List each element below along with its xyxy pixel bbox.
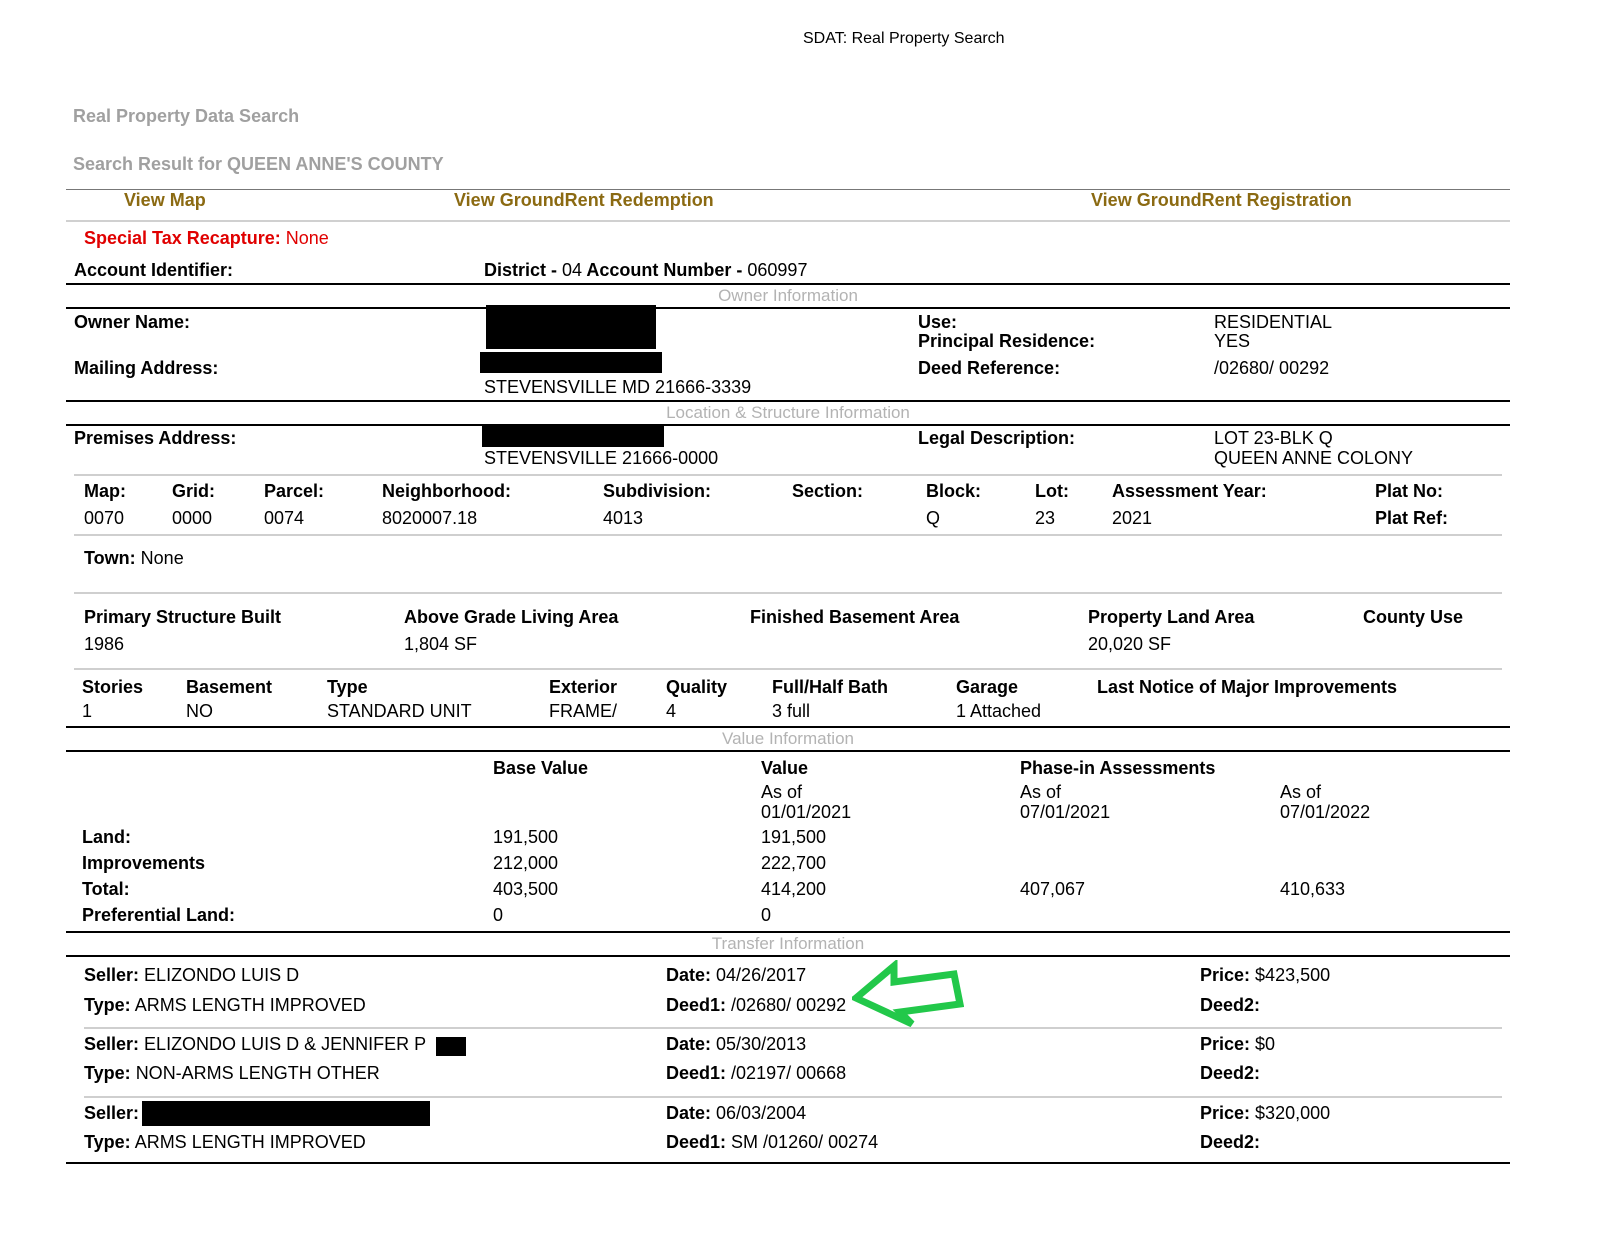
deed-reference-label: Deed Reference: [918, 358, 1061, 378]
type-value: STANDARD UNIT [327, 701, 472, 721]
premises-address-label: Premises Address: [74, 428, 237, 448]
deed1-value: SM /01260/ 00274 [731, 1132, 879, 1152]
principal-residence-value: YES [1214, 331, 1251, 351]
account-identifier-label: Account Identifier: [74, 260, 234, 280]
primary-structure-built-value: 1986 [84, 634, 125, 654]
improvements-base-value: 212,000 [493, 853, 559, 873]
seller-label: Seller: [84, 965, 140, 985]
neighborhood-label: Neighborhood: [382, 481, 511, 501]
grid-label: Grid: [172, 481, 215, 501]
price-value: $320,000 [1255, 1103, 1331, 1123]
deed1-label: Deed1: [666, 1063, 727, 1083]
land-value: 191,500 [761, 827, 827, 847]
type-value: ARMS LENGTH IMPROVED [134, 995, 366, 1015]
type-label: Type [327, 677, 368, 697]
phase2-date: 07/01/2022 [1280, 802, 1371, 822]
land-label: Land: [82, 827, 131, 847]
parcel-label: Parcel: [264, 481, 325, 501]
total-phase2: 410,633 [1280, 879, 1346, 899]
special-tax-label: Special Tax Recapture: [84, 228, 281, 248]
transfer3-date [666, 1103, 806, 1124]
legal-description-label: Legal Description: [918, 428, 1076, 448]
price-value: $0 [1255, 1034, 1276, 1054]
redacted-seller-surname [436, 1037, 466, 1056]
rule [66, 1162, 1510, 1164]
improvements-value: 222,700 [761, 853, 827, 873]
map-label: Map: [84, 481, 126, 501]
type-label: Type: [84, 995, 131, 1015]
garage-value: 1 Attached [956, 701, 1042, 721]
use-label: Use: [918, 312, 958, 332]
section-transfer-information: Transfer Information [711, 934, 865, 953]
map-value: 0070 [84, 508, 125, 528]
rule [74, 592, 1502, 594]
account-identifier-value [484, 260, 807, 281]
rule [66, 726, 1510, 728]
redacted-seller-name [142, 1101, 430, 1126]
redacted-owner-name [486, 305, 656, 349]
rule [74, 474, 1502, 476]
exterior-value: FRAME/ [549, 701, 618, 721]
account-number-label: Account Number - [582, 260, 748, 280]
redacted-premises-street [482, 426, 664, 447]
mailing-city: STEVENSVILLE MD 21666-3339 [484, 377, 752, 397]
deed1-label: Deed1: [666, 1132, 727, 1152]
grid-value: 0000 [172, 508, 213, 528]
green-arrow-annotation [852, 960, 964, 1030]
basement-label: Basement [186, 677, 273, 697]
transfer3-price [1200, 1103, 1330, 1124]
links-bottom-rule [66, 220, 1510, 222]
exterior-label: Exterior [549, 677, 618, 697]
assessment-year-value: 2021 [1112, 508, 1153, 528]
garage-label: Garage [956, 677, 1019, 697]
town-label: Town: [84, 548, 136, 568]
rule [66, 283, 1510, 285]
last-notice-label: Last Notice of Major Improvements [1097, 677, 1398, 697]
transfer2-deed1 [666, 1063, 846, 1084]
use-value: RESIDENTIAL [1214, 312, 1333, 332]
premises-city: STEVENSVILLE 21666-0000 [484, 448, 719, 468]
type-value: NON-ARMS LENGTH OTHER [135, 1063, 380, 1083]
deed1-label: Deed1: [666, 995, 727, 1015]
total-phase1: 407,067 [1020, 879, 1086, 899]
transfer2-deed2-label: Deed2: [1200, 1063, 1261, 1083]
value-as-of: As of [761, 782, 803, 802]
assessment-year-label: Assessment Year: [1112, 481, 1267, 501]
rule [66, 400, 1510, 402]
transfer1-type [84, 995, 366, 1016]
seller-value: ELIZONDO LUIS D [144, 965, 300, 985]
deed1-value: /02680/ 00292 [731, 995, 847, 1015]
section-owner-information: Owner Information [718, 286, 858, 305]
district-value: 04 [562, 260, 583, 280]
quality-value: 4 [666, 701, 677, 721]
principal-residence-label: Principal Residence: [918, 331, 1096, 351]
district-label: District - [484, 260, 563, 280]
lot-value: 23 [1035, 508, 1056, 528]
transfer3-type [84, 1132, 366, 1153]
owner-name-label: Owner Name: [74, 312, 191, 332]
search-result-title: Search Result for QUEEN ANNE'S COUNTY [73, 154, 444, 174]
town [84, 548, 184, 569]
type-label: Type: [84, 1063, 131, 1083]
special-tax-recapture [84, 228, 329, 249]
date-label: Date: [666, 1103, 712, 1123]
special-tax-value: None [285, 228, 329, 248]
mailing-address-label: Mailing Address: [74, 358, 219, 378]
stories-value: 1 [82, 701, 93, 721]
neighborhood-value: 8020007.18 [382, 508, 478, 528]
section-label: Section: [792, 481, 864, 501]
quality-label: Quality [666, 677, 728, 697]
date-value: 05/30/2013 [716, 1034, 807, 1054]
finished-basement-area-label: Finished Basement Area [750, 607, 960, 627]
rule [74, 534, 1502, 536]
rule [66, 750, 1510, 752]
transfer2-price [1200, 1034, 1275, 1055]
basement-value: NO [186, 701, 213, 721]
stories-label: Stories [82, 677, 144, 697]
transfer3-deed1 [666, 1132, 878, 1153]
preferential-land-base-value: 0 [493, 905, 504, 925]
price-value: $423,500 [1255, 965, 1331, 985]
price-label: Price: [1200, 1034, 1251, 1054]
above-grade-living-area-label: Above Grade Living Area [404, 607, 619, 627]
land-base-value: 191,500 [493, 827, 559, 847]
transfer1-date [666, 965, 806, 986]
redacted-mailing-street [480, 352, 662, 373]
deed1-value: /02197/ 00668 [731, 1063, 847, 1083]
primary-structure-built-label: Primary Structure Built [84, 607, 282, 627]
full-half-bath-value: 3 full [772, 701, 811, 721]
arrow-icon [856, 966, 960, 1024]
plat-no-label: Plat No: [1375, 481, 1444, 501]
value-label: Value [761, 758, 809, 778]
view-groundrent-registration-link[interactable]: View GroundRent Registration [1091, 190, 1352, 210]
transfer2-type [84, 1063, 380, 1084]
view-groundrent-redemption-link[interactable]: View GroundRent Redemption [454, 190, 714, 210]
subdivision-value: 4013 [603, 508, 644, 528]
date-value: 04/26/2017 [716, 965, 807, 985]
phase2-as-of: As of [1280, 782, 1322, 802]
legal-description-line1: LOT 23-BLK Q [1214, 428, 1333, 448]
phase-in-assessments-label: Phase-in Assessments [1020, 758, 1216, 778]
transfer3-deed2-label: Deed2: [1200, 1132, 1261, 1152]
view-map-link[interactable]: View Map [124, 190, 206, 210]
page-title: Real Property Data Search [73, 106, 300, 126]
section-location-structure: Location & Structure Information [666, 403, 910, 422]
date-label: Date: [666, 1034, 712, 1054]
page-header: SDAT: Real Property Search [803, 30, 1005, 47]
transfer1-seller [84, 965, 299, 986]
transfer2-date [666, 1034, 806, 1055]
rule [84, 1096, 1502, 1098]
total-value: 414,200 [761, 879, 827, 899]
date-label: Date: [666, 965, 712, 985]
rule [74, 668, 1502, 670]
date-value: 06/03/2004 [716, 1103, 807, 1123]
account-number-value: 060997 [747, 260, 808, 280]
plat-ref-label: Plat Ref: [1375, 508, 1449, 528]
seller-label: Seller: [84, 1034, 140, 1054]
transfer1-deed2-label: Deed2: [1200, 995, 1261, 1015]
subdivision-label: Subdivision: [603, 481, 711, 501]
rule [66, 424, 1510, 426]
section-value-information: Value Information [722, 729, 854, 748]
price-label: Price: [1200, 965, 1251, 985]
phase1-date: 07/01/2021 [1020, 802, 1111, 822]
total-label: Total: [82, 879, 130, 899]
town-value: None [140, 548, 184, 568]
block-value: Q [926, 508, 941, 528]
block-label: Block: [926, 481, 982, 501]
preferential-land-value: 0 [761, 905, 772, 925]
type-value: ARMS LENGTH IMPROVED [134, 1132, 366, 1152]
deed-reference-value: /02680/ 00292 [1214, 358, 1330, 378]
base-value-label: Base Value [493, 758, 589, 778]
rule [66, 307, 1510, 309]
preferential-land-label: Preferential Land: [82, 905, 236, 925]
transfer1-price [1200, 965, 1330, 986]
price-label: Price: [1200, 1103, 1251, 1123]
property-land-area-label: Property Land Area [1088, 607, 1255, 627]
improvements-label: Improvements [82, 853, 206, 873]
rule [66, 931, 1510, 933]
transfer3-seller-label: Seller: [84, 1103, 140, 1123]
legal-description-line2: QUEEN ANNE COLONY [1214, 448, 1414, 468]
rule [66, 955, 1510, 957]
county-use-label: County Use [1363, 607, 1464, 627]
parcel-value: 0074 [264, 508, 305, 528]
seller-value: ELIZONDO LUIS D & JENNIFER P [144, 1034, 427, 1054]
full-half-bath-label: Full/Half Bath [772, 677, 888, 697]
property-land-area-value: 20,020 SF [1088, 634, 1172, 654]
above-grade-living-area-value: 1,804 SF [404, 634, 478, 654]
transfer1-deed1 [666, 995, 846, 1016]
phase1-as-of: As of [1020, 782, 1062, 802]
rule [84, 1027, 1502, 1029]
total-base-value: 403,500 [493, 879, 559, 899]
transfer2-seller [84, 1034, 426, 1055]
lot-label: Lot: [1035, 481, 1069, 501]
type-label: Type: [84, 1132, 131, 1152]
value-date: 01/01/2021 [761, 802, 852, 822]
